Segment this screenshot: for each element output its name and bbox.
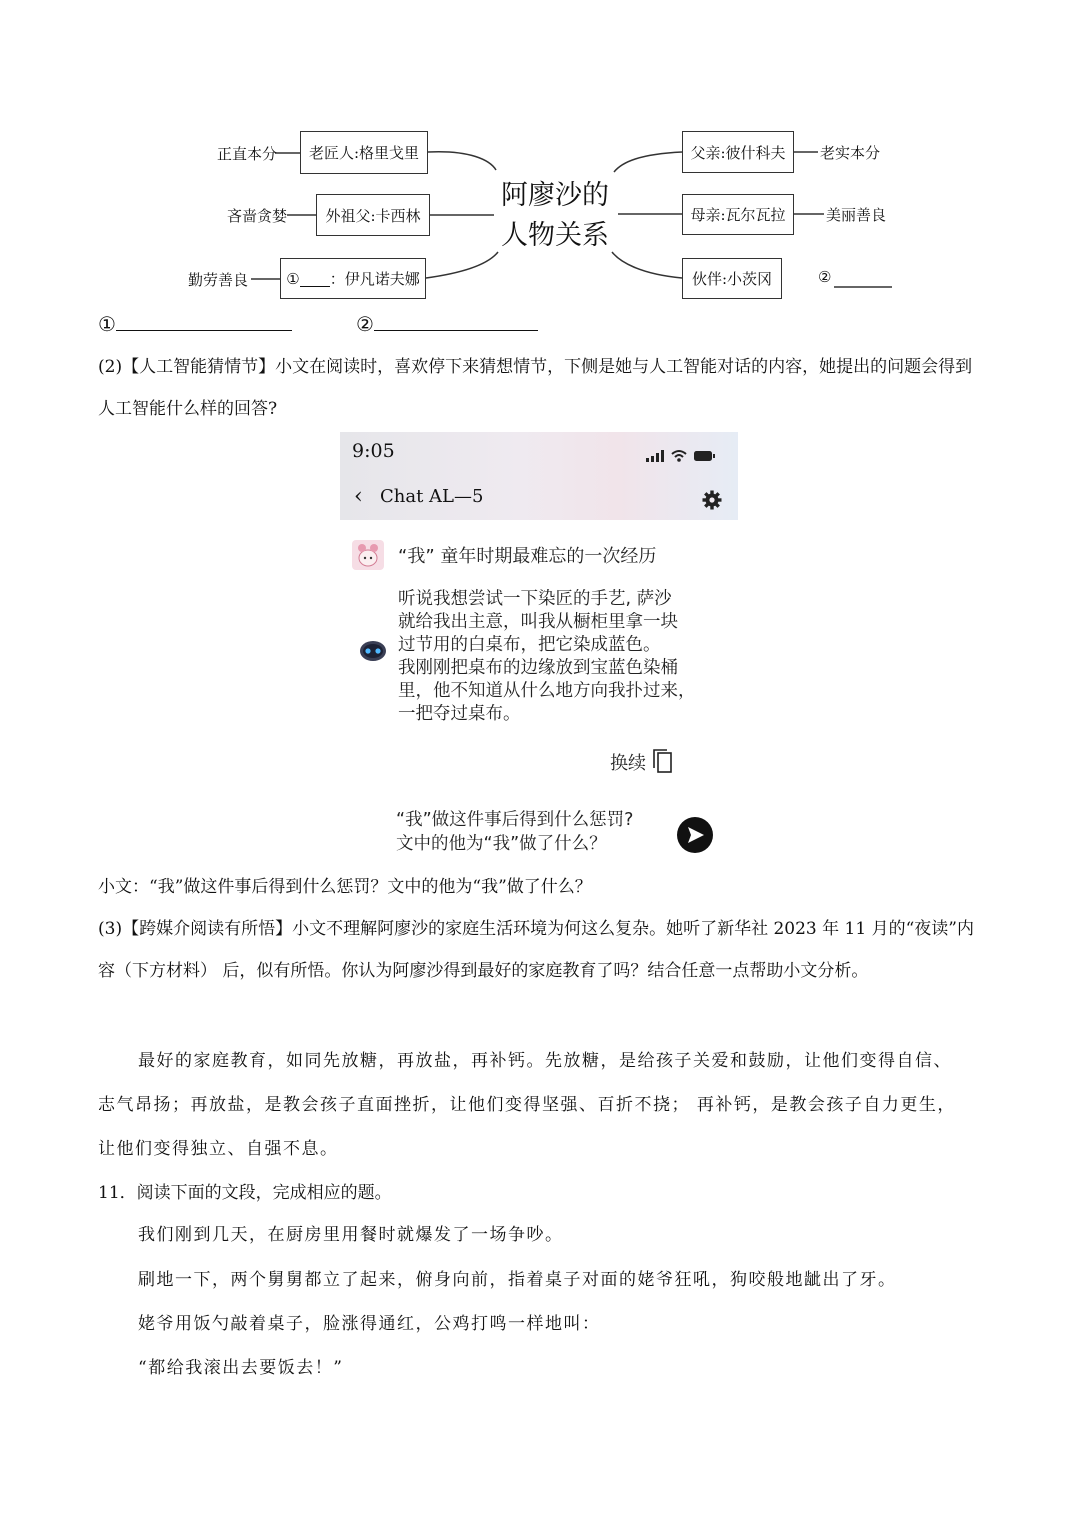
- question-line: 文中的他为“我”做了什么？: [396, 834, 607, 854]
- person-box-mother: [682, 194, 794, 235]
- phone-header: [340, 432, 738, 520]
- gear-icon[interactable]: [702, 490, 722, 510]
- status-icons: [646, 448, 716, 464]
- person-box-grandmother: [280, 258, 426, 299]
- person-grandmother: ：伊凡诺夫娜: [329, 270, 420, 288]
- passage-line-4: “都给我滚出去要饭去！”: [138, 1358, 344, 1378]
- mindmap-connectors: [0, 0, 1080, 310]
- trait-meili: 美丽善良: [826, 206, 887, 224]
- material-line-2: 志气昂扬；再放盐，是教会孩子直面挫折，让他们变得坚强、百折不挠； 再补钙，是教会孩子自力更生，: [98, 1095, 956, 1115]
- character-relationship-map: [0, 0, 1080, 310]
- ai-reply-line: 就给我出主意，叫我从橱柜里拿一块: [398, 612, 678, 632]
- question-line: “我”做这件事后得到什么惩罚?: [396, 810, 634, 830]
- user-avatar: [352, 540, 384, 570]
- fill-blank-1[interactable]: [300, 270, 330, 287]
- status-time: 9:05: [352, 440, 395, 462]
- answer-line-2[interactable]: [374, 314, 538, 331]
- trait-linse: 吝啬贪婪: [227, 207, 288, 225]
- robot-icon: [358, 638, 388, 662]
- ai-avatar: [358, 638, 388, 662]
- center-line-1: 阿廖沙的: [501, 180, 609, 211]
- question-3-text: (3)【跨媒介阅读有所悟】小文不理解阿廖沙的家庭生活环境为何这么复杂。她听了新华社 2023 年 11 月的“夜读”内容（下方材料） 后，似有所悟。你认为阿廖沙得到最好的家庭教育了吗？结合任意一点帮助小文分析。: [98, 919, 974, 981]
- answer-marker-2: ②: [356, 312, 374, 336]
- trait-zhengzhi: 正直本分: [217, 145, 278, 163]
- trait-qinlao: 勤劳善良: [188, 271, 249, 289]
- person-kashirin: 外祖父:卡西林: [325, 206, 421, 225]
- map-center-title: [495, 176, 615, 256]
- person-box-father: [682, 131, 794, 173]
- blank-marker-1: ①: [286, 269, 300, 288]
- answer-line-1[interactable]: [116, 314, 292, 331]
- back-chevron-icon[interactable]: ‹: [354, 484, 363, 509]
- ai-reply-line: 我刚刚把桌布的边缘放到宝蓝色染桶: [398, 658, 678, 678]
- person-mother: 母亲:瓦尔瓦拉: [690, 206, 786, 224]
- chat-title: Chat AL—5: [380, 486, 484, 507]
- ai-reply-line: 听说我想尝试一下染匠的手艺, 萨沙: [398, 589, 672, 609]
- passage-line-2: 刷地一下，两个舅舅都立了起来，俯身向前，指着桌子对面的姥爷狂吼，狗咬般地龇出了牙。: [138, 1270, 897, 1290]
- person-father: 父亲:彼什科夫: [690, 143, 786, 162]
- ai-reply-line: 一把夺过桌布。: [398, 704, 521, 724]
- send-button[interactable]: [676, 816, 714, 854]
- person-box-grigory: [300, 131, 428, 174]
- material-line-1: 最好的家庭教育，如同先放糖，再放盐，再补钙。先放糖，是给孩子关爱和鼓励，让他们变得自信、: [138, 1051, 952, 1071]
- person-grigory: 老匠人:格里戈里: [308, 144, 420, 162]
- answer-marker-1: ①: [98, 312, 116, 336]
- material-line-3: 让他们变得独立、自强不息。: [98, 1139, 339, 1159]
- user-avatar-icon: [352, 540, 384, 570]
- continue-button[interactable]: [610, 748, 673, 775]
- person-gypsy: 伙伴:小茨冈: [691, 270, 773, 288]
- question-input[interactable]: [396, 808, 633, 856]
- trait-laoshi: 老实本分: [820, 144, 881, 162]
- question-11-heading: 11．阅读下面的文段，完成相应的题。: [98, 1183, 392, 1203]
- person-box-kashirin: [316, 194, 430, 236]
- ai-reply: [398, 588, 696, 726]
- ai-reply-line: 过节用的白桌布，把它染成蓝色。: [398, 635, 661, 655]
- answer-blank-2: [356, 312, 538, 336]
- ai-reply-line: 里，他不知道从什么地方向我扑过来，: [398, 681, 696, 701]
- passage-line-1: 我们刚到几天，在厨房里用餐时就爆发了一场争吵。: [138, 1225, 564, 1245]
- xiaowen-question: 小文：“我”做这件事后得到什么惩罚？文中的他为“我”做了什么？: [98, 877, 592, 897]
- center-line-2: 人物关系: [501, 220, 609, 251]
- blank-marker-2: ②: [818, 268, 832, 286]
- question-2-text: (2)【人工智能猜情节】小文在阅读时，喜欢停下来猜想情节，下侧是她与人工智能对话的内容，她提出的问题会得到人工智能什么样的回答?: [98, 357, 973, 419]
- continue-label: 换续: [610, 753, 646, 774]
- passage-line-3: 姥爷用饭勺敲着桌子，脸涨得通红，公鸡打鸣一样地叫：: [138, 1314, 601, 1334]
- answer-blank-1: [98, 312, 292, 336]
- ai-chat-screenshot: [340, 432, 740, 862]
- copy-icon: [651, 748, 673, 774]
- person-box-gypsy: [682, 258, 782, 299]
- user-prompt: “我” 童年时期最难忘的一次经历: [398, 546, 657, 567]
